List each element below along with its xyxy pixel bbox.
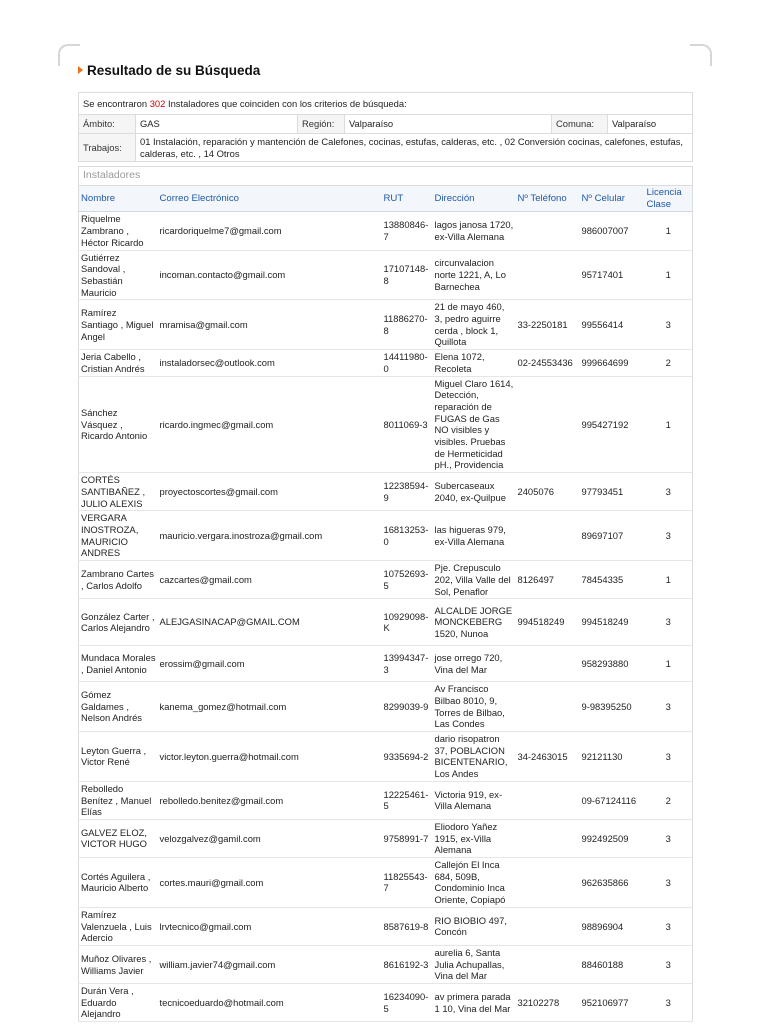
installer-email[interactable]: proyectoscortes@gmail.com — [158, 473, 382, 511]
table-row — [79, 781, 693, 819]
installer-license-class: 2 — [645, 350, 693, 376]
installer-name: González Carter , Carlos Alejandro — [79, 599, 158, 646]
section-title: Instaladores — [79, 167, 693, 186]
column-header-row — [79, 186, 693, 212]
installer-phone — [516, 376, 580, 473]
trabajos-label: Trabajos: — [79, 134, 136, 162]
installer-mobile: 92121130 — [580, 732, 645, 782]
installer-phone: 34-2463015 — [516, 732, 580, 782]
installer-email[interactable]: ALEJGASINACAP@GMAIL.COM — [158, 599, 382, 646]
installer-phone — [516, 858, 580, 908]
installer-address: Callejón El Inca 684, 509B, Condominio Inca Oriente, Copiapó — [433, 858, 516, 908]
table-row — [79, 945, 693, 983]
installer-email[interactable]: velozgalvez@gamil.com — [158, 819, 382, 857]
results-summary-row — [79, 93, 693, 115]
installer-address: Pje. Crepusculo 202, Villa Valle del Sol, Penaflor — [433, 561, 516, 599]
installer-phone — [516, 511, 580, 561]
installer-license-class: 1 — [645, 646, 693, 682]
installer-mobile: 97793451 — [580, 473, 645, 511]
panel-corner-left — [58, 44, 80, 66]
installer-mobile: 95717401 — [580, 250, 645, 300]
installer-mobile: 952106977 — [580, 984, 645, 1022]
installer-email[interactable]: lrvtecnico@gmail.com — [158, 907, 382, 945]
panel-corner-right — [690, 44, 712, 66]
installer-license-class: 3 — [645, 907, 693, 945]
section-header-row — [79, 167, 693, 186]
installer-phone — [516, 646, 580, 682]
table-row — [79, 250, 693, 300]
installer-mobile: 994518249 — [580, 599, 645, 646]
installer-mobile: 999664699 — [580, 350, 645, 376]
installer-email[interactable]: william.javier74@gmail.com — [158, 945, 382, 983]
installer-mobile: 962635866 — [580, 858, 645, 908]
installer-address: Miguel Claro 1614, Detección, reparación de FUGAS de Gas NO visibles y visibles. Pruebas de Hermeticidad pH., Providencia — [433, 376, 516, 473]
installer-rut: 8587619-8 — [382, 907, 433, 945]
col-licencia[interactable]: Licencia Clase — [645, 186, 693, 212]
installer-mobile: 992492509 — [580, 819, 645, 857]
table-row — [79, 473, 693, 511]
installer-address: las higueras 979, ex-Villa Alemana — [433, 511, 516, 561]
installers-table — [78, 166, 693, 1022]
installer-mobile: 89697107 — [580, 511, 645, 561]
installer-name: Ramírez Valenzuela , Luis Adercio — [79, 907, 158, 945]
installer-email[interactable]: erossim@gmail.com — [158, 646, 382, 682]
installer-address: lagos janosa 1720, ex-Villa Alemana — [433, 212, 516, 250]
table-row — [79, 732, 693, 782]
col-rut[interactable]: RUT — [382, 186, 433, 212]
installer-rut: 8616192-3 — [382, 945, 433, 983]
installer-license-class: 1 — [645, 212, 693, 250]
col-correo[interactable]: Correo Electrónico — [158, 186, 382, 212]
installer-name: Muñoz Olivares , Williams Javier — [79, 945, 158, 983]
installer-rut: 12238594-9 — [382, 473, 433, 511]
comuna-label: Comuna: — [552, 115, 608, 134]
comuna-value: Valparaíso — [608, 115, 693, 134]
ambito-value: GAS — [136, 115, 298, 134]
installer-license-class: 1 — [645, 250, 693, 300]
installer-phone — [516, 819, 580, 857]
table-row — [79, 212, 693, 250]
installer-address: aurelia 6, Santa Julia Achupallas, Vina del Mar — [433, 945, 516, 983]
table-row — [79, 376, 693, 473]
installer-address: Subercaseaux 2040, ex-Quilpue — [433, 473, 516, 511]
search-criteria-table — [78, 92, 693, 162]
table-row — [79, 984, 693, 1022]
installer-name: Ramírez Santiago , Miguel Angel — [79, 300, 158, 350]
installer-email[interactable]: victor.leyton.guerra@hotmail.com — [158, 732, 382, 782]
table-row — [79, 561, 693, 599]
results-summary: Se encontraron 302 Instaladores que coinciden con los criterios de búsqueda: — [79, 93, 693, 115]
region-value: Valparaíso — [345, 115, 552, 134]
col-direccion[interactable]: Dirección — [433, 186, 516, 212]
installer-rut: 16813253-0 — [382, 511, 433, 561]
installer-name: Durán Vera , Eduardo Alejandro — [79, 984, 158, 1022]
installer-rut: 8299039-9 — [382, 682, 433, 732]
table-row — [79, 682, 693, 732]
installer-email[interactable]: instaladorsec@outlook.com — [158, 350, 382, 376]
installer-phone — [516, 682, 580, 732]
col-telefono[interactable]: Nº Teléfono — [516, 186, 580, 212]
criteria-row — [79, 115, 693, 134]
installer-license-class: 3 — [645, 599, 693, 646]
table-row — [79, 511, 693, 561]
table-row — [79, 819, 693, 857]
installer-phone — [516, 250, 580, 300]
installer-mobile: 9-98395250 — [580, 682, 645, 732]
installer-rut: 10929098-K — [382, 599, 433, 646]
installer-address: RIO BIOBIO 497, Concón — [433, 907, 516, 945]
installer-phone — [516, 907, 580, 945]
installer-email[interactable]: cazcartes@gmail.com — [158, 561, 382, 599]
installer-license-class: 3 — [645, 984, 693, 1022]
installer-name: Leyton Guerra , Victor René — [79, 732, 158, 782]
installer-rut: 9335694-2 — [382, 732, 433, 782]
installer-rut: 14411980-0 — [382, 350, 433, 376]
installer-license-class: 3 — [645, 473, 693, 511]
installer-phone: 32102278 — [516, 984, 580, 1022]
installer-name: Gutiérrez Sandoval , Sebastián Mauricio — [79, 250, 158, 300]
installer-phone — [516, 945, 580, 983]
installer-license-class: 3 — [645, 682, 693, 732]
installer-license-class: 3 — [645, 858, 693, 908]
installer-license-class: 3 — [645, 732, 693, 782]
installer-license-class: 2 — [645, 781, 693, 819]
installer-rut: 9758991-7 — [382, 819, 433, 857]
col-nombre[interactable]: Nombre — [79, 186, 158, 212]
installer-name: Mundaca Morales , Daniel Antonio — [79, 646, 158, 682]
installer-license-class: 3 — [645, 945, 693, 983]
installer-name: Rebolledo Benítez , Manuel Elías — [79, 781, 158, 819]
region-label: Región: — [298, 115, 345, 134]
installer-address: Av Francisco Bilbao 8010, 9, Torres de Bilbao, Las Condes — [433, 682, 516, 732]
installer-mobile: 09-67124116 — [580, 781, 645, 819]
installer-phone — [516, 212, 580, 250]
installer-rut: 13880846-7 — [382, 212, 433, 250]
trabajos-row — [79, 134, 693, 162]
installer-mobile: 99556414 — [580, 300, 645, 350]
installer-name: Cortés Aguilera , Mauricio Alberto — [79, 858, 158, 908]
installer-address: Eliodoro Yañez 1915, ex-Villa Alemana — [433, 819, 516, 857]
installer-mobile: 88460188 — [580, 945, 645, 983]
installer-rut: 11825543-7 — [382, 858, 433, 908]
installer-address: av primera parada 1 10, Vina del Mar — [433, 984, 516, 1022]
result-count: 302 — [149, 97, 166, 109]
installer-phone: 33-2250181 — [516, 300, 580, 350]
installer-mobile: 78454335 — [580, 561, 645, 599]
installer-address: circunvalacion norte 1221, A, Lo Barnechea — [433, 250, 516, 300]
installer-name: Sánchez Vásquez , Ricardo Antonio — [79, 376, 158, 473]
col-celular[interactable]: Nº Celular — [580, 186, 645, 212]
installer-phone: 02-24553436 — [516, 350, 580, 376]
installer-phone: 994518249 — [516, 599, 580, 646]
installer-name: Riquelme Zambrano , Héctor Ricardo — [79, 212, 158, 250]
table-row — [79, 858, 693, 908]
installer-license-class: 1 — [645, 561, 693, 599]
installer-email[interactable]: tecnicoeduardo@hotmail.com — [158, 984, 382, 1022]
table-row — [79, 907, 693, 945]
installer-address: jose orrego 720, Vina del Mar — [433, 646, 516, 682]
installer-rut: 10752693-5 — [382, 561, 433, 599]
installer-mobile: 98896904 — [580, 907, 645, 945]
table-row — [79, 300, 693, 350]
installer-name: Gómez Galdames , Nelson Andrés — [79, 682, 158, 732]
table-row — [79, 350, 693, 376]
installer-rut: 17107148-8 — [382, 250, 433, 300]
installer-license-class: 3 — [645, 511, 693, 561]
installer-mobile: 958293880 — [580, 646, 645, 682]
installer-name: CORTÉS SANTIBAÑEZ , JULIO ALEXIS — [79, 473, 158, 511]
installer-email[interactable]: rebolledo.benitez@gmail.com — [158, 781, 382, 819]
trabajos-value: 01 Instalación, reparación y mantención de Calefones, cocinas, estufas, calderas, etc. , 02 Conversión cocinas, calefones, estufas, calderas, etc. , 14 Otros — [136, 134, 693, 162]
installer-rut: 16234090-5 — [382, 984, 433, 1022]
arrow-icon — [78, 66, 83, 74]
installer-email[interactable]: ricardoriquelme7@gmail.com — [158, 212, 382, 250]
installer-mobile: 986007007 — [580, 212, 645, 250]
installer-phone — [516, 781, 580, 819]
installer-email[interactable]: mramisa@gmail.com — [158, 300, 382, 350]
installer-email[interactable]: ricardo.ingmec@gmail.com — [158, 376, 382, 473]
installer-rut: 8011069-3 — [382, 376, 433, 473]
table-row — [79, 646, 693, 682]
installer-email[interactable]: cortes.mauri@gmail.com — [158, 858, 382, 908]
installer-address: ALCALDE JORGE MONCKEBERG 1520, Nunoa — [433, 599, 516, 646]
installer-email[interactable]: kanema_gomez@hotmail.com — [158, 682, 382, 732]
installer-email[interactable]: incoman.contacto@gmail.com — [158, 250, 382, 300]
installer-name: Jeria Cabello , Cristian Andrés — [79, 350, 158, 376]
installer-license-class: 3 — [645, 819, 693, 857]
installer-name: GALVEZ ELOZ, VICTOR HUGO — [79, 819, 158, 857]
installer-phone: 2405076 — [516, 473, 580, 511]
installer-address: dario risopatron 37, POBLACION BICENTENARIO, Los Andes — [433, 732, 516, 782]
installer-name: Zambrano Cartes , Carlos Adolfo — [79, 561, 158, 599]
installer-address: Victoria 919, ex-Villa Alemana — [433, 781, 516, 819]
installer-phone: 8126497 — [516, 561, 580, 599]
installer-rut: 12225461-5 — [382, 781, 433, 819]
installer-name: VERGARA INOSTROZA, MAURICIO ANDRES — [79, 511, 158, 561]
installer-rut: 11886270-8 — [382, 300, 433, 350]
installer-address: 21 de mayo 460, 3, pedro aguirre cerda , block 1, Quillota — [433, 300, 516, 350]
installer-address: Elena 1072, Recoleta — [433, 350, 516, 376]
installer-license-class: 1 — [645, 376, 693, 473]
installer-mobile: 995427192 — [580, 376, 645, 473]
installer-license-class: 3 — [645, 300, 693, 350]
page-title: Resultado de su Búsqueda — [78, 63, 260, 78]
installer-email[interactable]: mauricio.vergara.inostroza@gmail.com — [158, 511, 382, 561]
installer-rut: 13994347-3 — [382, 646, 433, 682]
table-row — [79, 599, 693, 646]
ambito-label: Ámbito: — [79, 115, 136, 134]
